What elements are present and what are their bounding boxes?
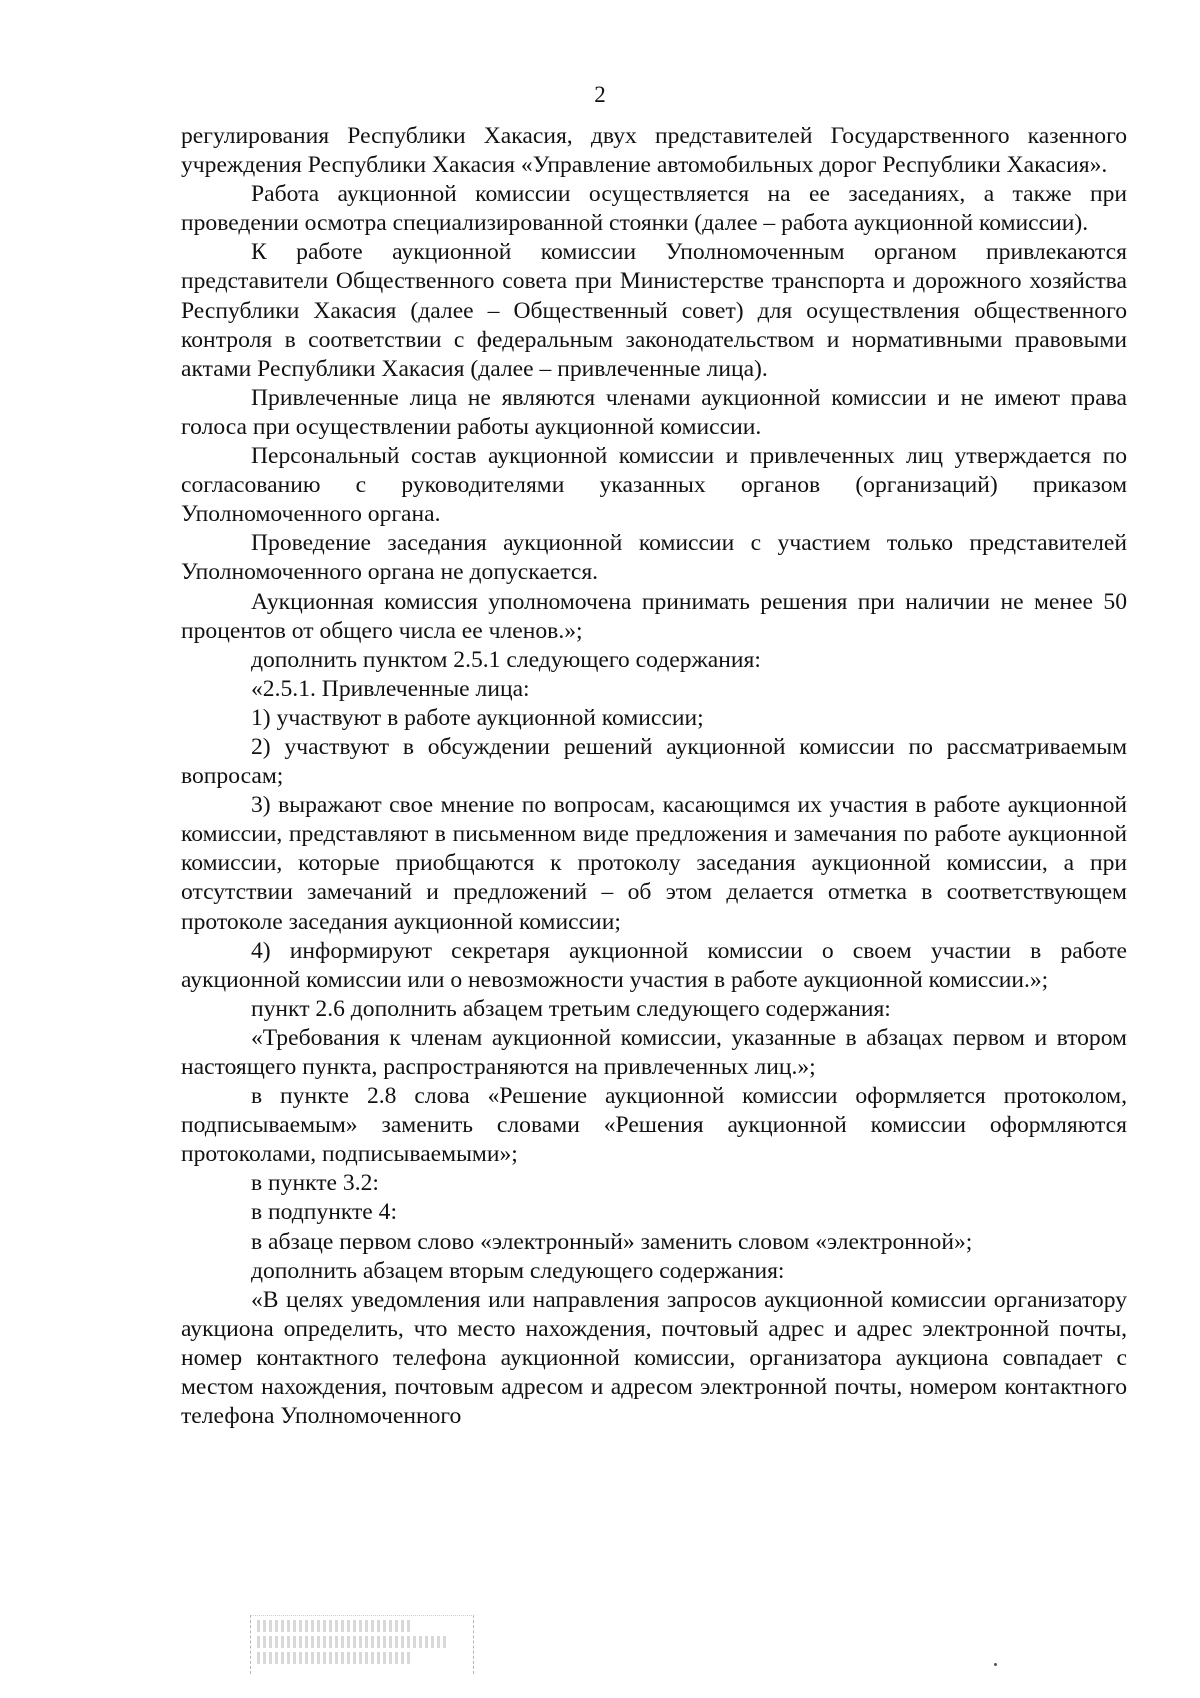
faded-stamp [250,1615,474,1674]
paragraph: Аукционная комиссия уполномочена принимать решения при наличии не менее 50 процентов от общего числа ее членов.»; [181,588,1127,644]
paragraph: «В целях уведомления или направления запросов аукционной комиссии организатору аукциона определить, что место нахождения, почтовый адрес и адрес электронной почты, номер контактного телефона аукционной комиссии, организатора аукциона совпадает с местом нахождения, почтовым адресом и адресом электронной почты, номером контактного телефона Уполномоченного [181,1286,1127,1430]
stamp-line [257,1652,412,1664]
list-item: 4) информируют секретаря аукционной комиссии о своем участии в работе аукционной комиссии или о невозможности участия в работе аукционной комиссии.»; [181,937,1127,993]
paragraph: в подпункте 4: [251,1199,398,1226]
scan-artifact-dot [994,1663,997,1666]
list-item: 3) выражают свое мнение по вопросам, касающимся их участия в работе аукционной комиссии, представляют в письменном виде предложения и замечания по работе аукционной комиссии, которые приобщаются к протоколу заседания аукционной комиссии, а при отсутствии замечаний и предложений – об этом делается отметка в соответствующем протоколе заседания аукционной комиссии; [181,792,1127,935]
paragraph: К работе аукционной комиссии Уполномоченным органом привлекаются представители Общественного совета при Министерстве транспорта и дорожного хозяйства Республики Хакасия (далее – Общественный совет) для осуществления общественного контроля в соответствии с федеральным законодательством и нормативными правовыми актами Республики Хакасия (далее – привлеченные лица). [181,239,1127,382]
paragraph: «Требования к членам аукционной комиссии, указанные в абзацах первом и втором настоящего пункта, распространяются на привлеченных лиц.»; [181,1024,1127,1080]
paragraph: в пункте 3.2: [251,1170,379,1197]
paragraph: Проведение заседания аукционной комиссии с участием только представителей Уполномоченного органа не допускается. [181,530,1127,586]
paragraph-continuation: регулирования Республики Хакасия, двух представителей Государственного казенного учреждения Республики Хакасия «Управление автомобильных дорог Республики Хакасия». [181,123,1127,179]
paragraph: Привлеченные лица не являются членами аукционной комиссии и не имеют права голоса при осуществлении работы аукционной комиссии. [181,384,1127,440]
paragraph: дополнить пунктом 2.5.1 следующего содержания: [251,646,761,673]
paragraph: дополнить абзацем вторым следующего содержания: [251,1257,785,1284]
stamp-line [257,1636,446,1648]
list-item: 1) участвуют в работе аукционной комиссии; [251,704,704,731]
page-number: 2 [594,82,606,107]
paragraph: Работа аукционной комиссии осуществляется на ее заседаниях, а также при проведении осмотра специализированной стоянки (далее – работа аукционной комиссии). [181,181,1127,237]
paragraph: «2.5.1. Привлеченные лица: [251,675,530,702]
paragraph: в пункте 2.8 слова «Решение аукционной комиссии оформляется протоколом, подписываемым» заменить словами «Решения аукционной комиссии оформляются протоколами, подписываемыми»; [181,1083,1127,1168]
paragraph: пункт 2.6 дополнить абзацем третьим следующего содержания: [251,995,891,1022]
list-item: 2) участвуют в обсуждении решений аукционной комиссии по рассматриваемым вопросам; [181,733,1127,790]
paragraph: Персональный состав аукционной комиссии и привлеченных лиц утверждается по согласованию с руководителями указанных органов (организаций) приказом Уполномоченного органа. [181,443,1127,528]
document-body [181,122,1127,1431]
stamp-line [257,1620,412,1632]
paragraph: в абзаце первом слово «электронный» заменить словом «электронной»; [251,1228,973,1255]
